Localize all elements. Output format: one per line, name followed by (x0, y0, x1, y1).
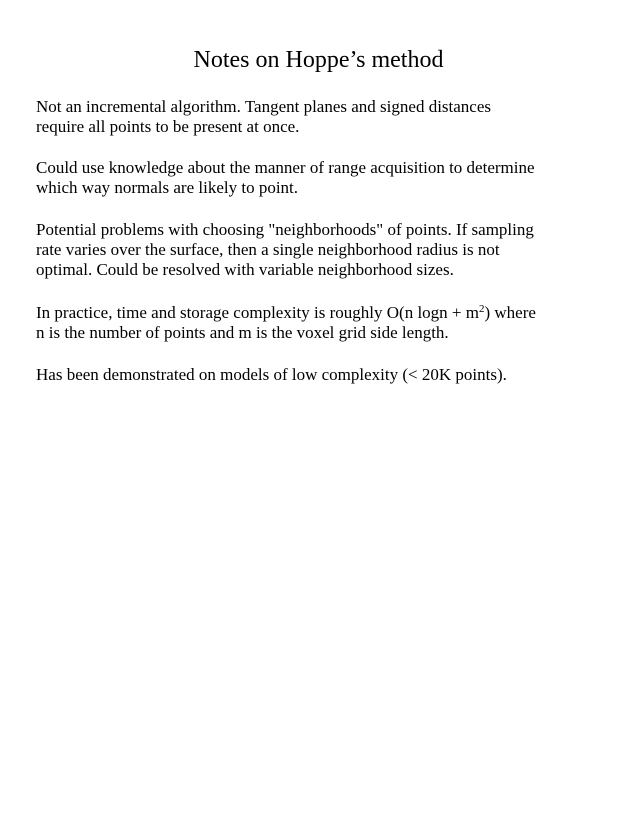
paragraph-line: Not an incremental algorithm. Tangent planes and signed distances (36, 97, 492, 116)
complexity-text-after: ) where (484, 303, 536, 322)
paragraph-line: optimal. Could be resolved with variable neighborhood sizes. (36, 260, 454, 279)
paragraph-line: require all points to be present at once. (36, 117, 300, 136)
paragraph-incremental (36, 97, 616, 137)
paragraph-line: Potential problems with choosing "neighborhoods" of points. If sampling (36, 220, 534, 239)
paragraph-demonstration (36, 365, 616, 385)
paragraph-range-acquisition (36, 158, 616, 198)
page-title: Notes on Hoppe’s method (193, 47, 444, 73)
paragraph-neighborhoods (36, 220, 616, 280)
paragraph-line: which way normals are likely to point. (36, 178, 299, 197)
paragraph-line: Could use knowledge about the manner of range acquisition to determine (36, 158, 535, 177)
paragraph-complexity (36, 303, 616, 343)
paragraph-line (36, 303, 616, 323)
complexity-text-before: In practice, time and storage complexity is roughly O(n logn + m (36, 303, 479, 322)
paragraph-line: rate varies over the surface, then a single neighborhood radius is not (36, 240, 500, 259)
paragraph-line: n is the number of points and m is the voxel grid side length. (36, 323, 449, 342)
complexity-superscript: 2 (478, 303, 485, 315)
paragraph-line: Has been demonstrated on models of low complexity (< 20K points). (36, 365, 507, 384)
